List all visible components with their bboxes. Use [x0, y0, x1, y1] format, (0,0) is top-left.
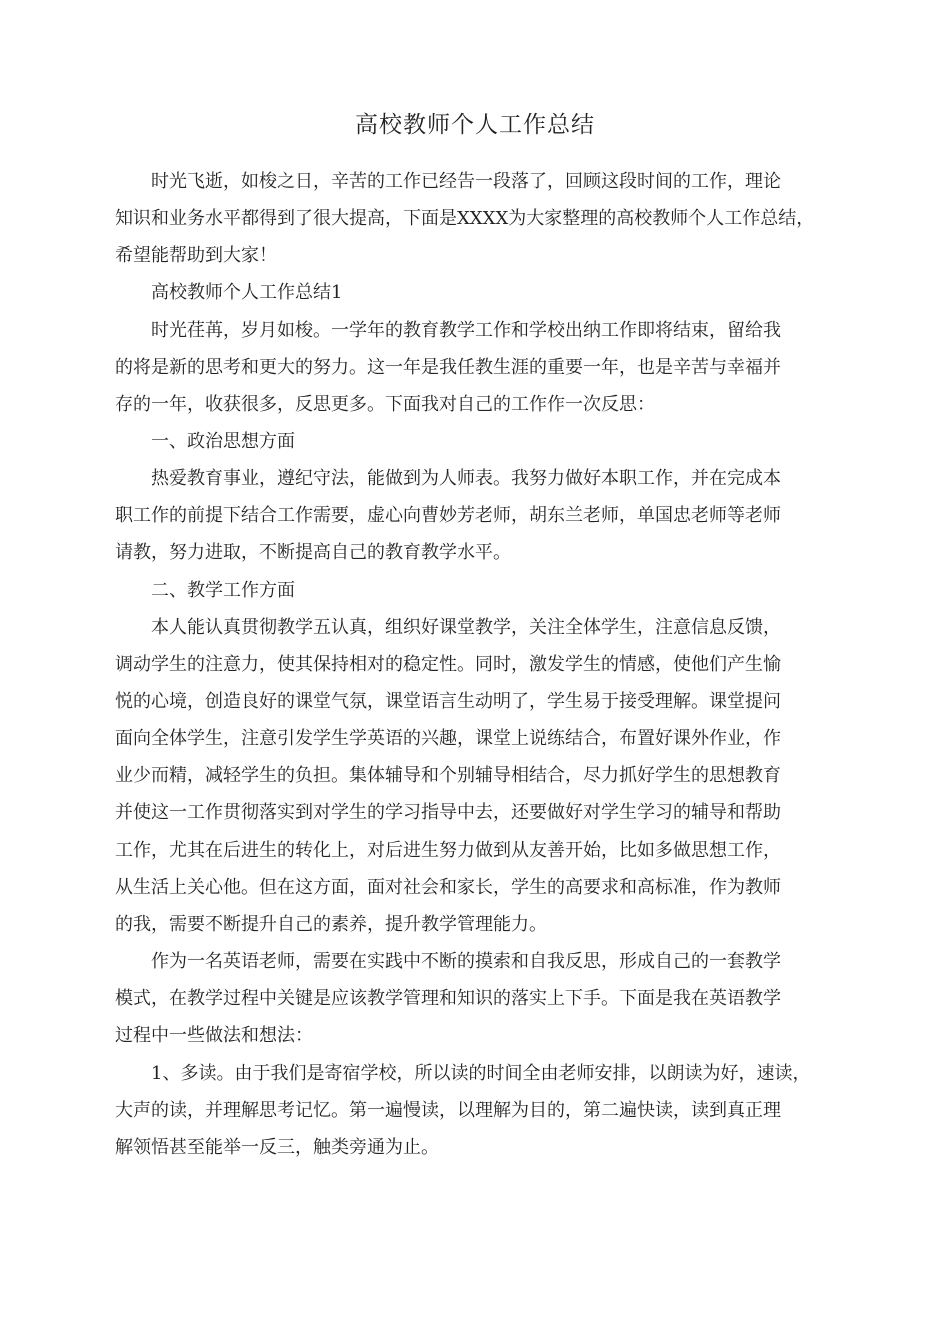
paragraph-line: 存的一年，收获很多，反思更多。下面我对自己的工作作一次反思：	[115, 394, 655, 415]
paragraph-line: 知识和业务水平都得到了很大提高，下面是XXXX为大家整理的高校教师个人工作总结，	[115, 208, 815, 229]
section-title: 高校教师个人工作总结1	[151, 282, 343, 303]
paragraph-line: 请教，努力进取，不断提高自己的教育教学水平。	[115, 542, 511, 563]
paragraph-line: 时光荏苒，岁月如梭。一学年的教育教学工作和学校出纳工作即将结束，留给我	[151, 320, 781, 341]
paragraph-line: 工作，尤其在后进生的转化上，对后进生努力做到从友善开始，比如多做思想工作，	[115, 840, 781, 861]
paragraph-line: 并使这一工作贯彻落实到对学生的学习指导中去，还要做好对学生学习的辅导和帮助	[115, 802, 781, 823]
paragraph-line: 1、多读。由于我们是寄宿学校，所以读的时间全由老师安排，以朗读为好，速读，	[151, 1063, 811, 1084]
paragraph-line: 悦的心境，创造良好的课堂气氛，课堂语言生动明了，学生易于接受理解。课堂提问	[115, 691, 781, 712]
paragraph-line: 时光飞逝，如梭之日，辛苦的工作已经告一段落了，回顾这段时间的工作，理论	[151, 171, 781, 192]
paragraph-line: 面向全体学生，注意引发学生学英语的兴趣，课堂上说练结合，布置好课外作业，作	[115, 728, 781, 749]
paragraph-line: 业少而精，减轻学生的负担。集体辅导和个别辅导相结合，尽力抓好学生的思想教育	[115, 765, 781, 786]
paragraph-line: 的我，需要不断提升自己的素养，提升教学管理能力。	[115, 914, 547, 935]
paragraph-line: 本人能认真贯彻教学五认真，组织好课堂教学，关注全体学生，注意信息反馈，	[151, 617, 781, 638]
paragraph-line: 调动学生的注意力，使其保持相对的稳定性。同时，激发学生的情感，使他们产生愉	[115, 654, 781, 675]
paragraph-line: 作为一名英语老师，需要在实践中不断的摸索和自我反思，形成自己的一套教学	[151, 951, 781, 972]
paragraph-line: 解领悟甚至能举一反三，触类旁通为止。	[115, 1137, 439, 1158]
paragraph-line: 热爱教育事业，遵纪守法，能做到为人师表。我努力做好本职工作，并在完成本	[151, 468, 781, 489]
section-heading: 一、政治思想方面	[151, 431, 295, 452]
paragraph-line: 希望能帮助到大家！	[115, 245, 277, 266]
paragraph-line: 职工作的前提下结合工作需要，虚心向曹妙芳老师，胡东兰老师，单国忠老师等老师	[115, 505, 781, 526]
paragraph-line: 大声的读，并理解思考记忆。第一遍慢读，以理解为目的，第二遍快读，读到真正理	[115, 1100, 781, 1121]
section-heading: 二、教学工作方面	[151, 580, 295, 601]
paragraph-line: 的将是新的思考和更大的努力。这一年是我任教生涯的重要一年，也是辛苦与幸福并	[115, 357, 781, 378]
document-title: 高校教师个人工作总结	[355, 112, 595, 138]
paragraph-line: 从生活上关心他。但在这方面，面对社会和家长，学生的高要求和高标准，作为教师	[115, 877, 781, 898]
paragraph-line: 模式，在教学过程中关键是应该教学管理和知识的落实上下手。下面是我在英语教学	[115, 988, 781, 1009]
paragraph-line: 过程中一些做法和想法：	[115, 1025, 313, 1046]
